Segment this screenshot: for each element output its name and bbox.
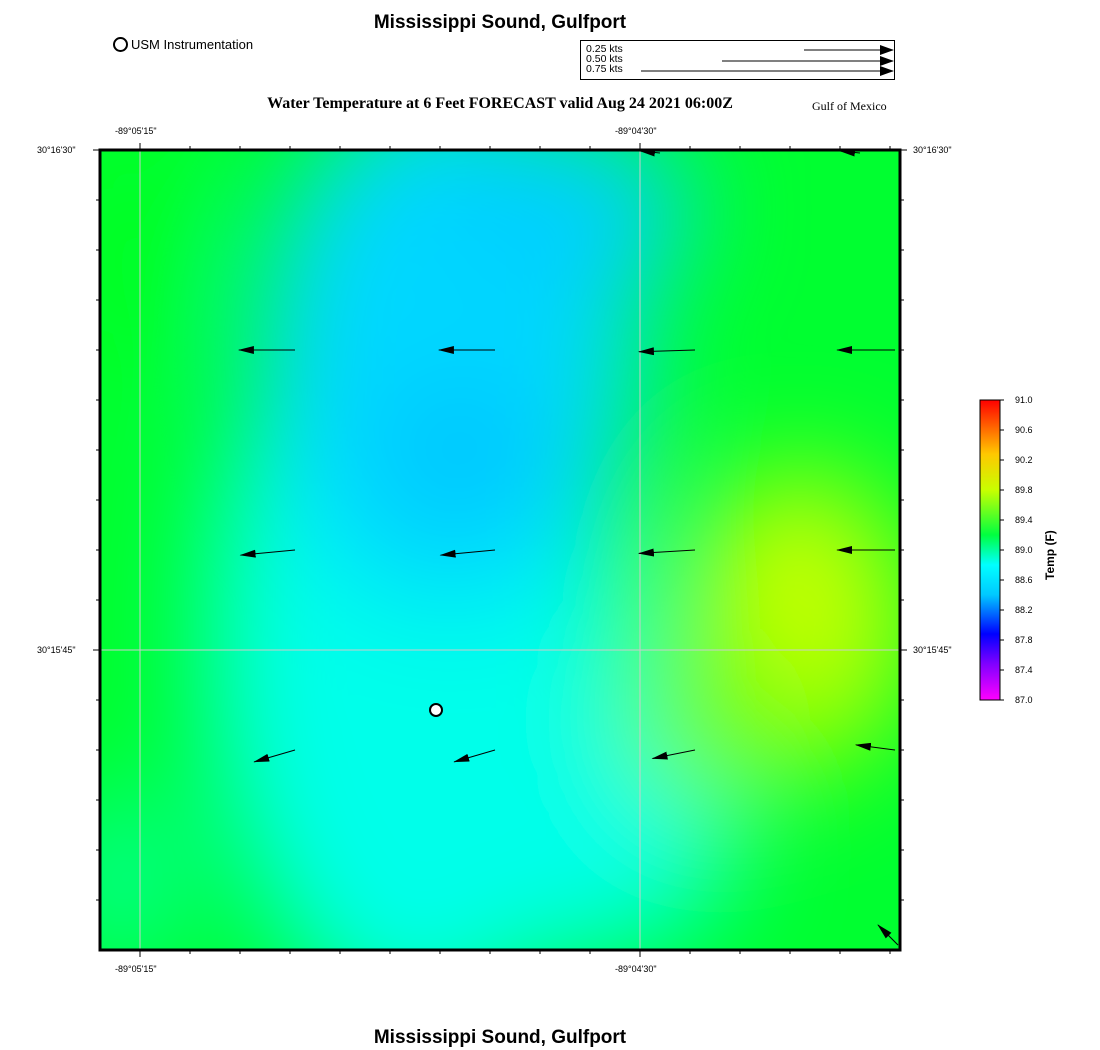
region-label: Gulf of Mexico <box>812 99 887 113</box>
forecast-subtitle: Water Temperature at 6 Feet FORECAST valid Aug 24 2021 06:00Z <box>267 95 733 112</box>
colorbar-tick-11: 87.0 <box>1015 695 1033 705</box>
colorbar-title: Temp (F) <box>1043 530 1057 580</box>
lon-tick-bottom-2: -89°04'30" <box>615 964 657 974</box>
temperature-field <box>90 140 910 960</box>
temperature-map <box>90 140 910 960</box>
colorbar-tick-1: 91.0 <box>1015 395 1033 405</box>
colorbar-tick-3: 90.2 <box>1015 455 1033 465</box>
vector-scale-label-1: 0.25 kts <box>586 43 623 55</box>
colorbar <box>970 390 1010 710</box>
station-marker-icon <box>113 37 128 52</box>
vector-scale-label-3: 0.75 kts <box>586 63 623 75</box>
vector-scale-label-2: 0.50 kts <box>586 53 623 65</box>
colorbar-tick-7: 88.6 <box>1015 575 1033 585</box>
colorbar-tick-5: 89.4 <box>1015 515 1033 525</box>
station-legend-label: USM Instrumentation <box>131 37 254 52</box>
lon-tick-top-2: -89°04'30" <box>615 126 657 136</box>
colorbar-tick-8: 88.2 <box>1015 605 1033 615</box>
lat-tick-right-1: 30°16'30" <box>913 145 952 155</box>
usm-station-marker <box>430 704 442 716</box>
colorbar-tick-4: 89.8 <box>1015 485 1033 495</box>
vector-scale-legend <box>580 40 895 80</box>
colorbar-tick-2: 90.6 <box>1015 425 1033 435</box>
colorbar-ticks <box>1000 400 1004 700</box>
lat-tick-left-2: 30°15'45" <box>37 645 76 655</box>
map-title: Mississippi Sound, Gulfport <box>373 12 627 33</box>
colorbar-tick-6: 89.0 <box>1015 545 1033 555</box>
colorbar-tick-9: 87.8 <box>1015 635 1033 645</box>
footer-title: Mississippi Sound, Gulfport <box>373 1027 627 1048</box>
lat-tick-right-2: 30°15'45" <box>913 645 952 655</box>
lat-tick-left-1: 30°16'30" <box>37 145 76 155</box>
vector-scale-arrows <box>581 41 894 79</box>
lon-tick-top-1: -89°05'15" <box>115 126 157 136</box>
station-legend <box>113 37 253 52</box>
lon-tick-bottom-1: -89°05'15" <box>115 964 157 974</box>
colorbar-gradient <box>980 400 1000 700</box>
colorbar-tick-10: 87.4 <box>1015 665 1033 675</box>
